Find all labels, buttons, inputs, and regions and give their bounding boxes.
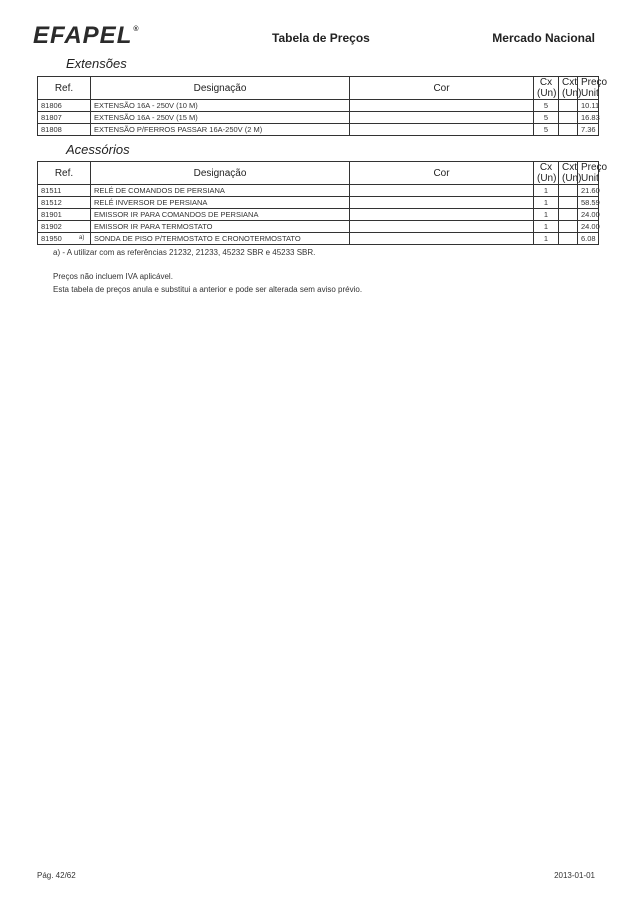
cx-cell: 1 (534, 209, 559, 221)
cxt-cell (559, 233, 578, 245)
table-row (38, 185, 599, 197)
table-row (38, 221, 599, 233)
cor-cell (350, 233, 534, 245)
table-row (38, 112, 599, 124)
table-row (38, 233, 599, 245)
table-header (38, 77, 599, 100)
cx-cell: 1 (534, 197, 559, 209)
col-cx-header: Cx (Un) (534, 77, 559, 100)
designacao-cell: EXTENSÃO 16A - 250V (10 M) (91, 100, 350, 112)
table-row (38, 124, 599, 136)
cxt-cell (559, 124, 578, 136)
designacao-cell: EXTENSÃO 16A - 250V (15 M) (91, 112, 350, 124)
designacao-cell: a) SONDA DE PISO P/TERMOSTATO E CRONOTERMOSTATO (91, 233, 350, 245)
ref-cell: 81808 (38, 124, 91, 136)
cx-cell: 5 (534, 112, 559, 124)
cor-cell (350, 209, 534, 221)
ref-cell: 81512 (38, 197, 91, 209)
cx-cell: 1 (534, 233, 559, 245)
ref-cell: 81807 (38, 112, 91, 124)
col-preco-header: Preço Unit (578, 162, 599, 185)
col-cxt-header: Cxt (Un) (559, 77, 578, 100)
efapel-logo: EFAPEL® (33, 22, 140, 49)
table-row (38, 100, 599, 112)
col-ref-header: Ref. (38, 162, 91, 185)
preco-cell: 21.60 (578, 185, 599, 197)
cor-cell (350, 124, 534, 136)
validity-note: Esta tabela de preços anula e substitui a anterior e pode ser alterada sem aviso prévio. (53, 285, 363, 294)
price-table-acessorios (37, 161, 608, 245)
col-cor-header: Cor (350, 77, 534, 100)
cor-cell (350, 197, 534, 209)
section-title-acessorios: Acessórios (66, 142, 130, 157)
cx-cell: 5 (534, 100, 559, 112)
cxt-cell (559, 112, 578, 124)
table-row (38, 209, 599, 221)
cxt-cell (559, 197, 578, 209)
section-title-extensoes: Extensões (66, 56, 127, 71)
designacao-cell: EXTENSÃO P/FERROS PASSAR 16A-250V (2 M) (91, 124, 350, 136)
preco-cell: 6.08 (578, 233, 599, 245)
ref-cell: 81902 (38, 221, 91, 233)
preco-cell: 7.36 (578, 124, 599, 136)
col-ref-header: Ref. (38, 77, 91, 100)
preco-cell: 16.83 (578, 112, 599, 124)
table-row (38, 197, 599, 209)
col-cxt-header: Cxt (Un) (559, 162, 578, 185)
price-table-extensoes (37, 76, 608, 136)
preco-cell: 10.11 (578, 100, 599, 112)
cor-cell (350, 112, 534, 124)
preco-cell: 58.59 (578, 197, 599, 209)
ref-cell: 81511 (38, 185, 91, 197)
cxt-cell (559, 221, 578, 233)
cor-cell (350, 100, 534, 112)
ref-cell: 81950 (38, 233, 91, 245)
preco-cell: 24.00 (578, 209, 599, 221)
table-header (38, 162, 599, 185)
footnote-text: a) - A utilizar com as referências 21232, 21233, 45232 SBR e 45233 SBR. (53, 248, 316, 257)
cxt-cell (559, 209, 578, 221)
designacao-cell: RELÉ DE COMANDOS DE PERSIANA (91, 185, 350, 197)
ref-cell: 81806 (38, 100, 91, 112)
cor-cell (350, 221, 534, 233)
iva-note: Preços não incluem IVA aplicável. (53, 272, 173, 281)
col-cx-header: Cx (Un) (534, 162, 559, 185)
document-date: 2013-01-01 (554, 871, 595, 880)
cxt-cell (559, 100, 578, 112)
document-title: Tabela de Preços (272, 31, 370, 45)
col-cor-header: Cor (350, 162, 534, 185)
designacao-cell: EMISSOR IR PARA TERMOSTATO (91, 221, 350, 233)
registered-mark: ® (133, 26, 140, 33)
cx-cell: 5 (534, 124, 559, 136)
footnote-marker: a) (79, 235, 85, 241)
col-preco-header: Preço Unit (578, 77, 599, 100)
col-designacao-header: Designação (91, 77, 350, 100)
cx-cell: 1 (534, 221, 559, 233)
ref-cell: 81901 (38, 209, 91, 221)
market-label: Mercado Nacional (492, 31, 595, 45)
cx-cell: 1 (534, 185, 559, 197)
cxt-cell (559, 185, 578, 197)
col-designacao-header: Designação (91, 162, 350, 185)
designacao-cell: RELÉ INVERSOR DE PERSIANA (91, 197, 350, 209)
designacao-cell: EMISSOR IR PARA COMANDOS DE PERSIANA (91, 209, 350, 221)
preco-cell: 24.00 (578, 221, 599, 233)
cor-cell (350, 185, 534, 197)
page-number: Pág. 42/62 (37, 871, 76, 880)
